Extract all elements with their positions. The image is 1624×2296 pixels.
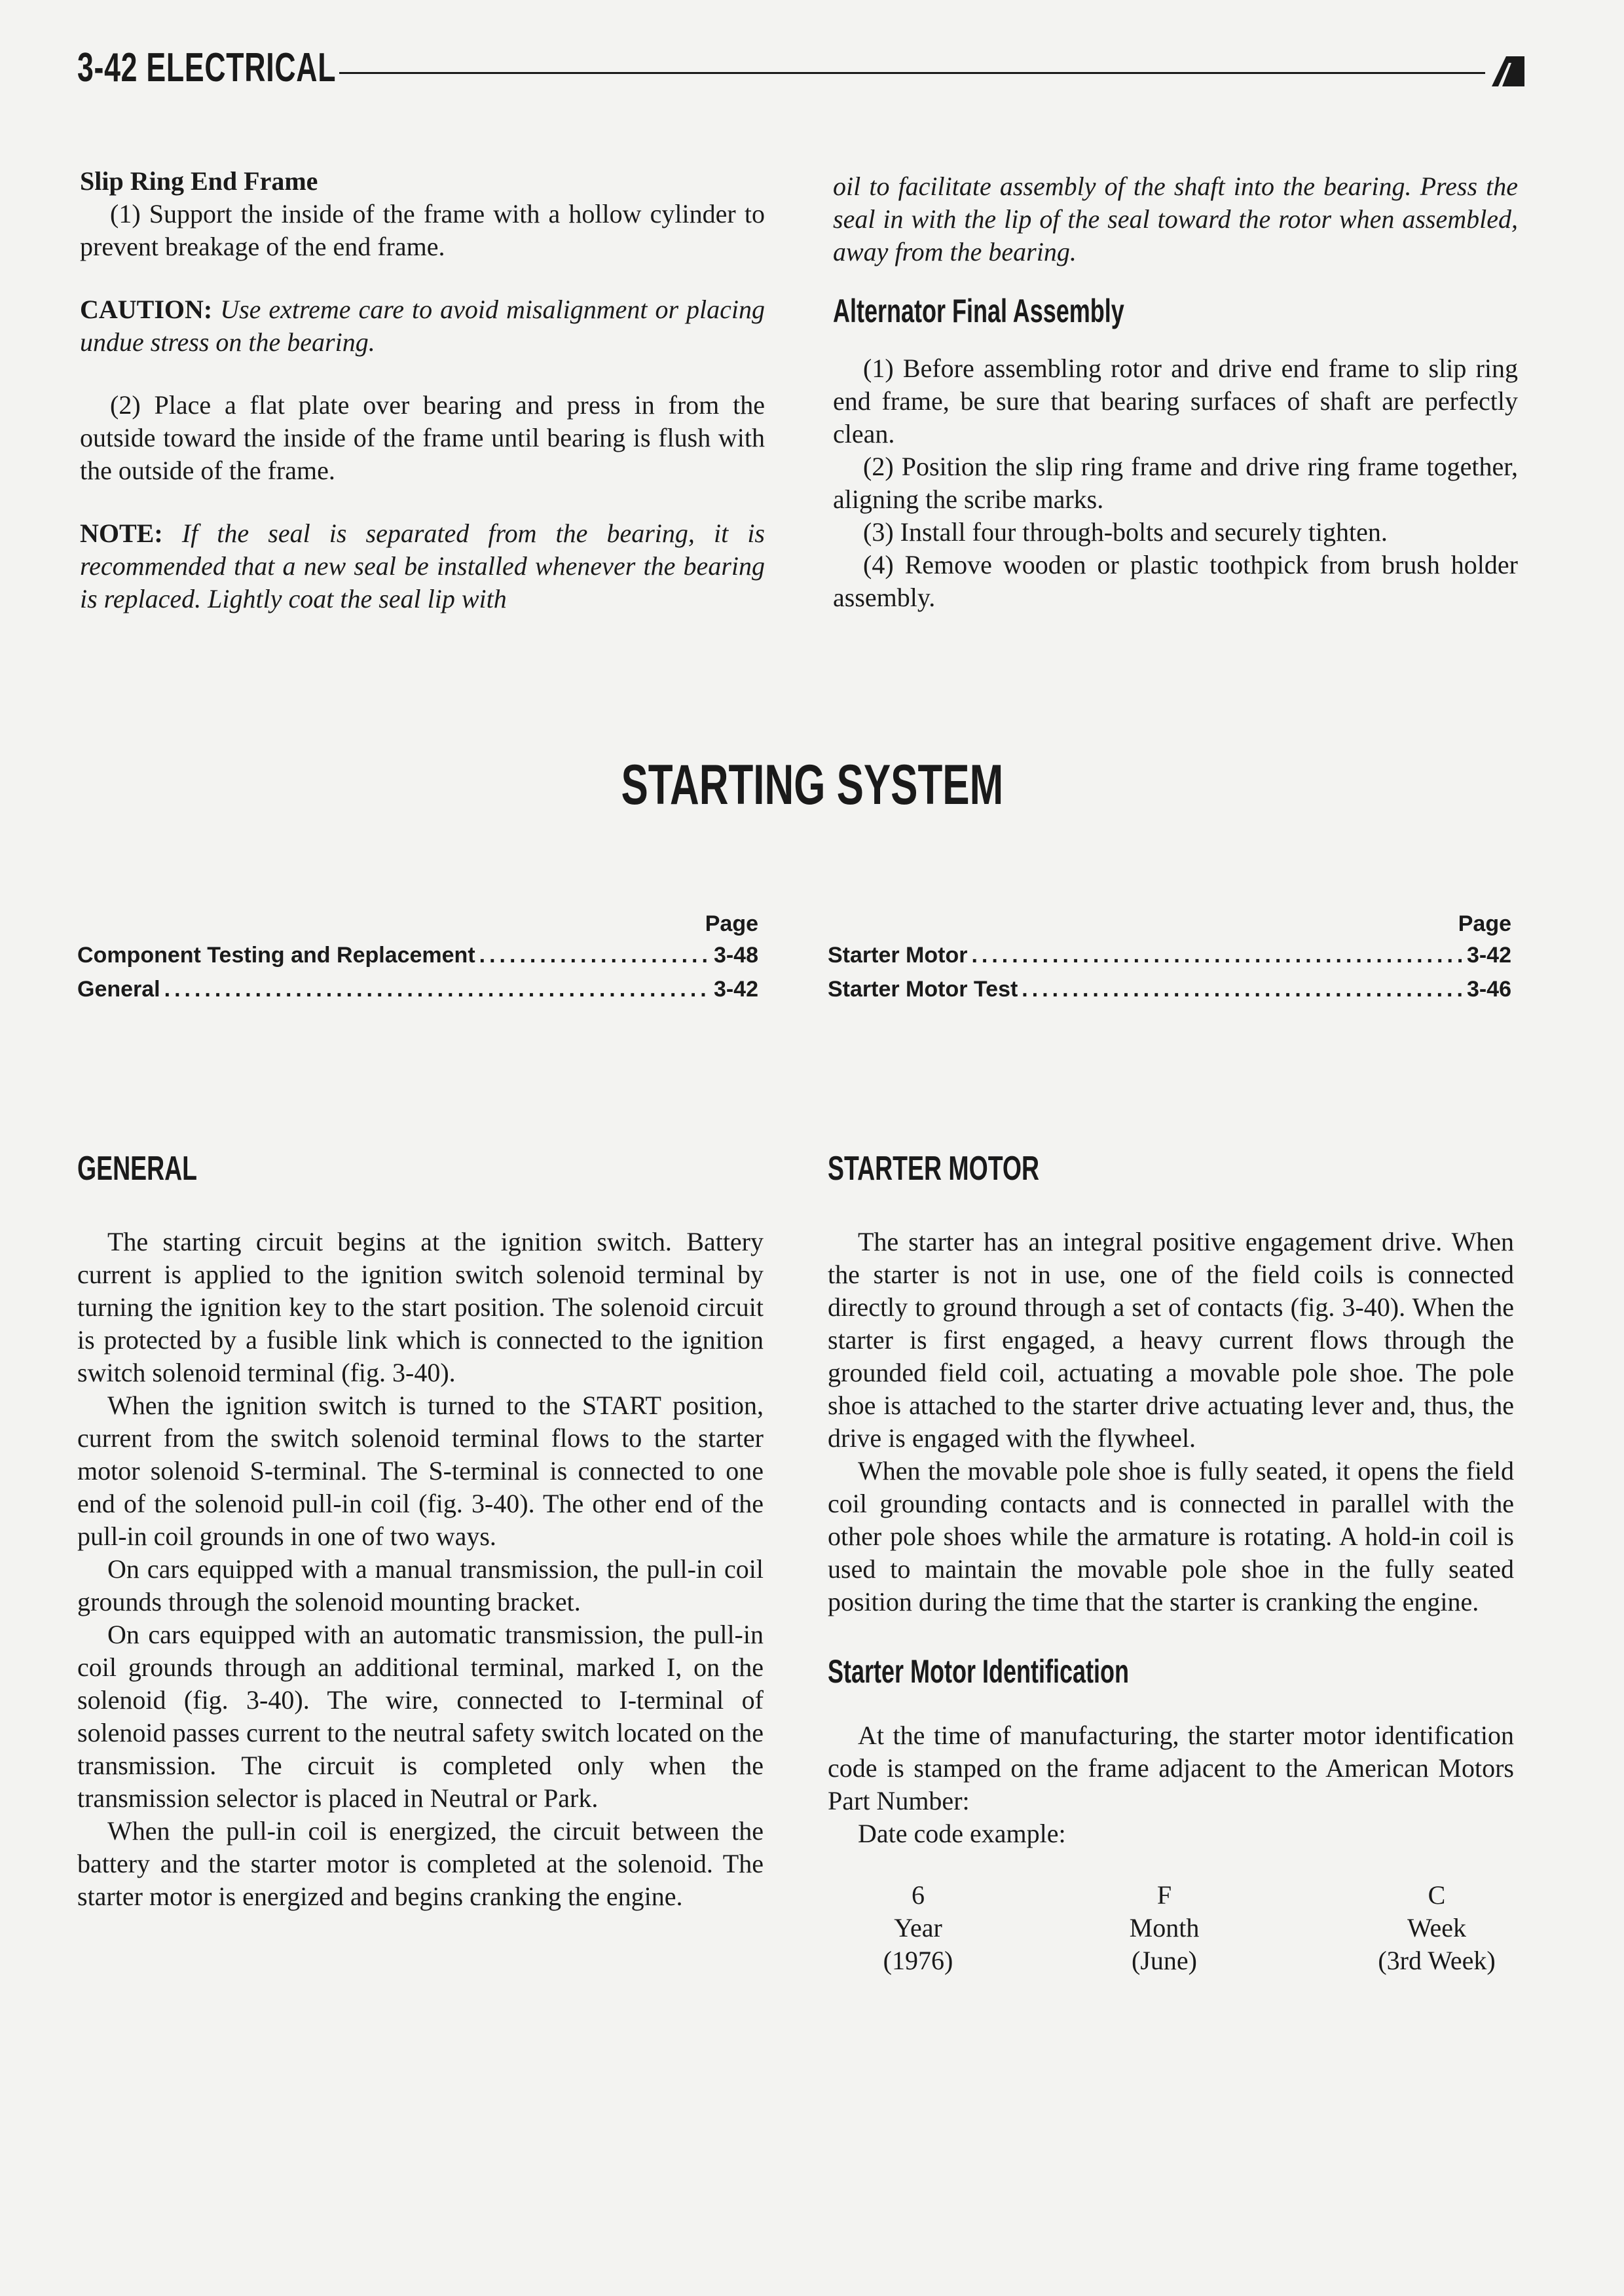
starter-motor-paragraph: When the movable pole shoe is fully seated, it opens the field coil grounding contacts and is connected in parallel with the other pole shoes while the armature is rotating. A hold-in coil is used to maintain the movable pole shoe in the fully seated position during the time that the starter is cranking the engine. [828, 1456, 1514, 1616]
toc-entry-page: 3-46 [1466, 977, 1511, 1002]
general-paragraph: On cars equipped with a manual transmission, the pull-in coil grounds through the solenoid mounting bracket. [77, 1554, 764, 1616]
right-top-column [833, 170, 1518, 614]
general-column [77, 1152, 764, 1913]
caution-note [80, 293, 765, 359]
date-code-letter: F [1156, 1880, 1172, 1910]
date-code-meaning: Year [894, 1913, 942, 1942]
toc-entry-label: General [77, 977, 160, 1002]
toc-entry-label: Starter Motor [828, 943, 968, 968]
section-title [0, 753, 1624, 818]
date-code-letter: C [1428, 1880, 1446, 1910]
date-code-month [1092, 1879, 1236, 1977]
note-label: NOTE: [80, 519, 163, 548]
toc-entry-page: 3-42 [1466, 943, 1511, 968]
toc-entry[interactable] [77, 943, 758, 977]
slip-ring-step-2: (2) Place a flat plate over bearing and press in from the outside toward the inside of the frame until bearing is flush with the outside of the frame. [80, 390, 765, 485]
toc-leader [971, 943, 1462, 968]
general-heading: GENERAL [77, 1150, 198, 1188]
general-paragraph: The starting circuit begins at the ignition switch. Battery current is applied to the ignition switch solenoid terminal by turning the ignition key to the start position. The solenoid circuit is protected by a fusible link which is connected to the ignition switch solenoid terminal (fig. 3-40). [77, 1227, 764, 1387]
assembly-step: (1) Before assembling rotor and drive end frame to slip ring end frame, be sure that bearing surfaces of shaft are perfectly clean. [833, 354, 1518, 448]
date-code-meaning: Month [1129, 1913, 1200, 1942]
alternator-final-assembly-heading: Alternator Final Assembly [833, 293, 1124, 329]
left-top-column [80, 165, 765, 615]
slip-ring-heading: Slip Ring End Frame [80, 166, 318, 196]
toc-entry-page: 3-42 [713, 977, 758, 1002]
assembly-step: (2) Position the slip ring frame and drive ring frame together, aligning the scribe marks. [833, 452, 1518, 514]
page-header [77, 45, 1524, 97]
toc-page-header: Page [705, 911, 758, 936]
seal-note-continued-text: oil to facilitate assembly of the shaft into the bearing. Press the seal in with the lip of the seal toward the rotor when assembled, away from the bearing. [833, 172, 1518, 266]
caution-label: CAUTION: [80, 295, 213, 324]
page-title: 3-42 ELECTRICAL [77, 45, 337, 90]
date-code-letter: 6 [912, 1880, 925, 1910]
general-paragraph: On cars equipped with an automatic transmission, the pull-in coil grounds through an additional terminal, marked I, on the solenoid (fig. 3-40). The wire, connected to I-terminal of solenoid passes current to the neutral safety switch located on the transmission. The circuit is completed only when the transmission selector is placed in Neutral or Park. [77, 1620, 764, 1813]
date-code-sample: (1976) [883, 1946, 953, 1975]
toc-entry-page: 3-48 [713, 943, 758, 968]
toc-entry[interactable] [828, 943, 1511, 977]
toc-leader [1022, 977, 1463, 1002]
header-rule [339, 72, 1485, 74]
date-code-year [859, 1879, 977, 1977]
starter-motor-paragraph: The starter has an integral positive engagement drive. When the starter is not in use, one of the field coils is connected directly to ground through a set of contacts (fig. 3-40). When the starter is first engaged, a heavy current flows through the grounded field coil, actuating a movable pole shoe. The pole shoe is attached to the starter drive actuating lever and, thus, the drive is engaged with the flywheel. [828, 1227, 1514, 1453]
toc-entry-label: Component Testing and Replacement [77, 943, 475, 968]
date-code-sample: (June) [1132, 1946, 1197, 1975]
starter-motor-heading: STARTER MOTOR [828, 1150, 1040, 1188]
assembly-step: (4) Remove wooden or plastic toothpick from brush holder assembly. [833, 550, 1518, 612]
toc-right [828, 911, 1511, 1011]
date-code-meaning: Week [1407, 1913, 1467, 1942]
starter-motor-column [828, 1152, 1514, 1977]
note-text: If the seal is separated from the bearing, it is recommended that a new seal be installed whenever the bearing is replaced. Lightly coat the seal lip with [80, 519, 765, 613]
toc-entry[interactable] [77, 977, 758, 1011]
slip-ring-step-1: (1) Support the inside of the frame with a hollow cylinder to prevent breakage of the end frame. [80, 199, 765, 261]
date-code-label: Date code example: [858, 1819, 1066, 1848]
starter-id-heading: Starter Motor Identification [828, 1653, 1130, 1690]
date-code-sample: (3rd Week) [1378, 1946, 1496, 1975]
assembly-step: (3) Install four through-bolts and securely tighten. [863, 517, 1388, 547]
toc-page-header: Page [1458, 911, 1511, 936]
section-title-text: STARTING SYSTEM [621, 754, 1003, 816]
toc-entry[interactable] [828, 977, 1511, 1011]
toc-leader [479, 943, 710, 968]
general-paragraph: When the pull-in coil is energized, the circuit between the battery and the starter motor is completed at the solenoid. The starter motor is energized and begins cranking the engine. [77, 1816, 764, 1911]
date-code-example [828, 1879, 1522, 1977]
toc-entry-label: Starter Motor Test [828, 977, 1018, 1002]
caution-text: Use extreme care to avoid misalignment or placing undue stress on the bearing. [80, 295, 766, 357]
toc-leader [164, 977, 710, 1002]
toc-left [77, 911, 758, 1011]
corner-mark-icon [1492, 56, 1524, 86]
seal-note-continued [833, 170, 1518, 268]
starter-id-paragraph: At the time of manufacturing, the starter motor identification code is stamped on the frame adjacent to the American Motors Part Number: [828, 1721, 1514, 1815]
seal-note [80, 517, 765, 615]
date-code-week [1352, 1879, 1522, 1977]
general-paragraph: When the ignition switch is turned to the START position, current from the switch solenoid terminal flows to the starter motor solenoid S-terminal. The S-terminal is connected to one end of the solenoid pull-in coil (fig. 3-40). The other end of the pull-in coil grounds in one of two ways. [77, 1391, 764, 1551]
